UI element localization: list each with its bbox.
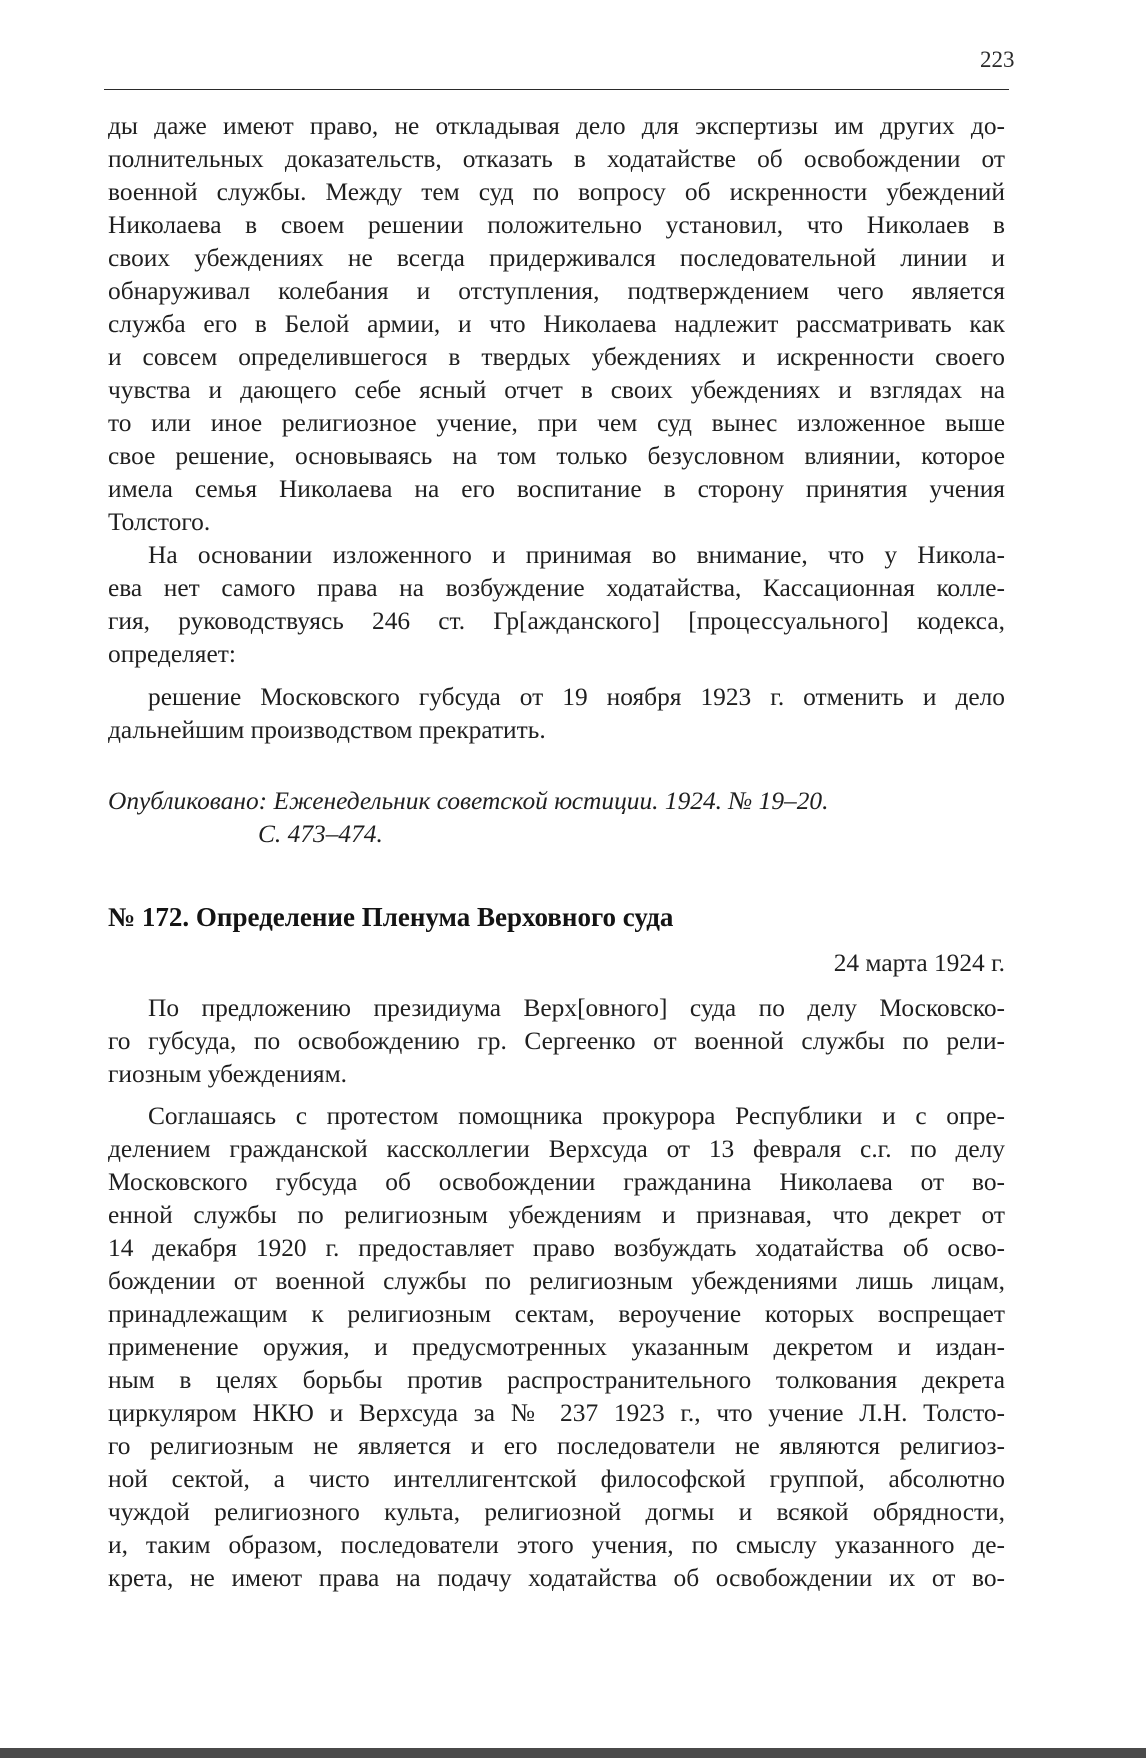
- text-line: На основании изложенного и принимая во внимание, что у Никола-: [148, 541, 1005, 569]
- document-date: 24 марта 1924 г.: [833, 949, 1005, 977]
- text-line: гия, руководствуясь 246 ст. Гр[ажданского] [процессуального] кодекса,: [108, 607, 1005, 635]
- text-line: Николаева в своем решении положительно установил, что Николаев в: [108, 211, 1005, 239]
- header-rule: [104, 89, 1009, 90]
- text-line: ды даже имеют право, не откладывая дело для экспертизы им других до-: [108, 112, 1005, 140]
- publication-line: С. 473–474.: [258, 820, 383, 848]
- text-line: крета, не имеют права на подачу ходатайства об освобождении их от во-: [108, 1564, 1005, 1592]
- text-line: По предложению президиума Верх[овного] суда по делу Московско-: [148, 994, 1005, 1022]
- text-line: гиозным убеждениям.: [108, 1060, 348, 1088]
- text-line: го губсуда, по освобождению гр. Сергеенко от военной службы по рели-: [108, 1027, 1005, 1055]
- text-line: Соглашаясь с протестом помощника прокурора Республики и с опре-: [148, 1102, 1005, 1130]
- text-line: служба его в Белой армии, и что Николаева надлежит рассматривать как: [108, 310, 1005, 338]
- text-line: енной службы по религиозным убеждениям и признавая, что декрет от: [108, 1201, 1005, 1229]
- text-line: делением гражданской кассколлегии Верхсуда от 13 февраля с.г. по делу: [108, 1135, 1005, 1163]
- text-line: циркуляром НКЮ и Верхсуда за № 237 1923 г., что учение Л.Н. Толсто-: [108, 1399, 1005, 1427]
- text-line: свое решение, основываясь на том только безусловном влиянии, которое: [108, 442, 1005, 470]
- page-number: 223: [980, 47, 1015, 72]
- publication-line: Опубликовано: Еженедельник советской юстиции. 1924. № 19–20.: [108, 787, 829, 815]
- text-line: своих убеждениях не всегда придерживался последовательной линии и: [108, 244, 1005, 272]
- text-line: чуждой религиозного культа, религиозной догмы и всякой обрядности,: [108, 1498, 1005, 1526]
- text-line: решение Московского губсуда от 19 ноября 1923 г. отменить и дело: [148, 683, 1005, 711]
- text-line: полнительных доказательств, отказать в ходатайстве об освобождении от: [108, 145, 1005, 173]
- text-line: и совсем определившегося в твердых убеждениях и искренности своего: [108, 343, 1005, 371]
- text-line: бождении от военной службы по религиозным убеждениями лишь лицам,: [108, 1267, 1005, 1295]
- text-line: ным в целях борьбы против распространительного толкования декрета: [108, 1366, 1005, 1394]
- text-line: дальнейшим производством прекратить.: [108, 716, 546, 744]
- text-line: ной сектой, а чисто интеллигентской философской группой, абсолютно: [108, 1465, 1005, 1493]
- text-line: применение оружия, и предусмотренных указанным декретом и издан-: [108, 1333, 1005, 1361]
- text-line: го религиозным не является и его последователи не являются религиоз-: [108, 1432, 1005, 1460]
- text-line: имела семья Николаева на его воспитание в сторону принятия учения: [108, 475, 1005, 503]
- text-line: Московского губсуда об освобождении гражданина Николаева от во-: [108, 1168, 1005, 1196]
- text-line: то или иное религиозное учение, при чем суд вынес изложенное выше: [108, 409, 1005, 437]
- document-heading: № 172. Определение Пленума Верховного суда: [108, 902, 674, 932]
- text-line: и, таким образом, последователи этого учения, по смыслу указанного де-: [108, 1531, 1005, 1559]
- text-line: принадлежащим к религиозным сектам, вероучение которых воспрещает: [108, 1300, 1005, 1328]
- text-line: обнаруживал колебания и отступления, подтверждением чего является: [108, 277, 1005, 305]
- text-line: Толстого.: [108, 508, 211, 536]
- text-line: определяет:: [108, 640, 236, 668]
- scan-bottom-edge: [0, 1748, 1146, 1758]
- text-line: ева нет самого права на возбуждение ходатайства, Кассационная колле-: [108, 574, 1005, 602]
- text-line: военной службы. Между тем суд по вопросу об искренности убеждений: [108, 178, 1005, 206]
- text-line: чувства и дающего себе ясный отчет в своих убеждениях и взглядах на: [108, 376, 1005, 404]
- text-line: 14 декабря 1920 г. предоставляет право возбуждать ходатайства об осво-: [108, 1234, 1005, 1262]
